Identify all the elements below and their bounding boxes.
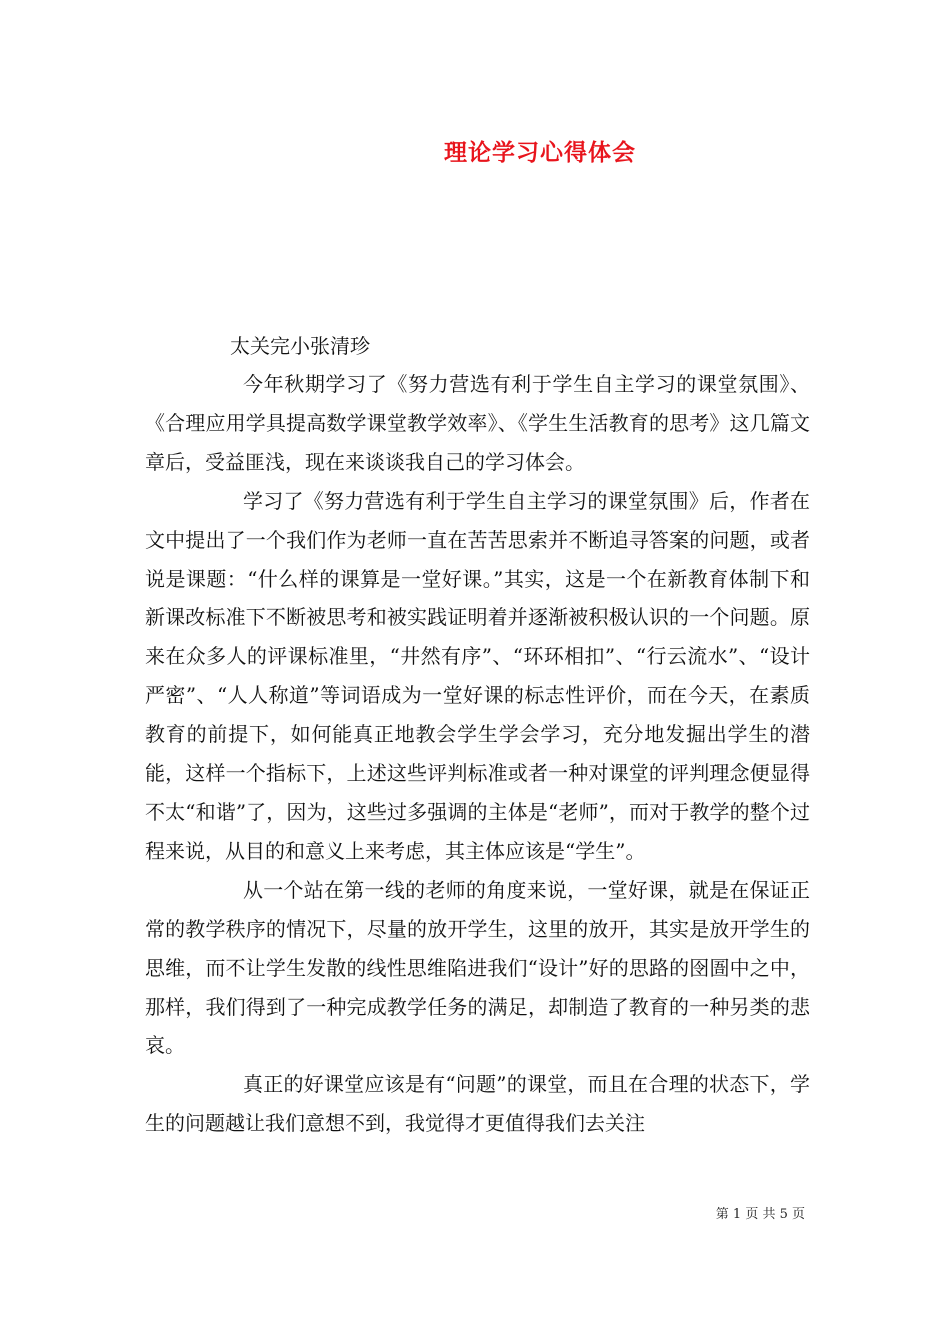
document-title: 理论学习心得体会 — [444, 139, 636, 166]
document-body — [145, 365, 810, 1143]
author-line: 太关完小张清珍 — [230, 334, 370, 358]
paragraph: 今年秋期学习了《努力营选有利于学生自主学习的课堂氛围》、《合理应用学具提高数学课堂教学效率》、《学生生活教育的思考》这几篇文章后，受益匪浅，现在来谈谈我自己的学习体会。 — [145, 372, 810, 474]
paragraph: 学习了《努力营选有利于学生自主学习的课堂氛围》后，作者在文中提出了一个我们作为老师一直在苦苦思索并不断追寻答案的问题，或者说是课题：“什么样的课算是一堂好课。”其实，这是一个在新教育体制下和新课改标准下不断被思考和被实践证明着并逐渐被积极认识的一个问题。原来在众多人的评课标准里，“井然有序”、“环环相扣”、“行云流水”、“设计严密”、“人人称道”等词语成为一堂好课的标志性评价，而在今天，在素质教育的前提下，如何能真正地教会学生学会学习，充分地发掘出学生的潜能，这样一个指标下，上述这些评判标准或者一种对课堂的评判理念便显得不太“和谐”了，因为，这些过多强调的主体是“老师”，而对于教学的整个过程来说，从目的和意义上来考虑，其主体应该是“学生”。 — [145, 488, 810, 863]
page-footer: 第 1 页 共 5 页 — [715, 1207, 805, 1222]
paragraph: 从一个站在第一线的老师的角度来说，一堂好课，就是在保证正常的教学秩序的情况下，尽量的放开学生，这里的放开，其实是放开学生的思维，而不让学生发散的线性思维陷进我们“设计”好的思路的囹圄中之中，那样，我们得到了一种完成教学任务的满足，却制造了教育的一种另类的悲哀。 — [145, 877, 810, 1058]
paragraph: 真正的好课堂应该是有“问题”的课堂，而且在合理的状态下，学生的问题越让我们意想不到，我觉得才更值得我们去关注 — [145, 1072, 810, 1136]
